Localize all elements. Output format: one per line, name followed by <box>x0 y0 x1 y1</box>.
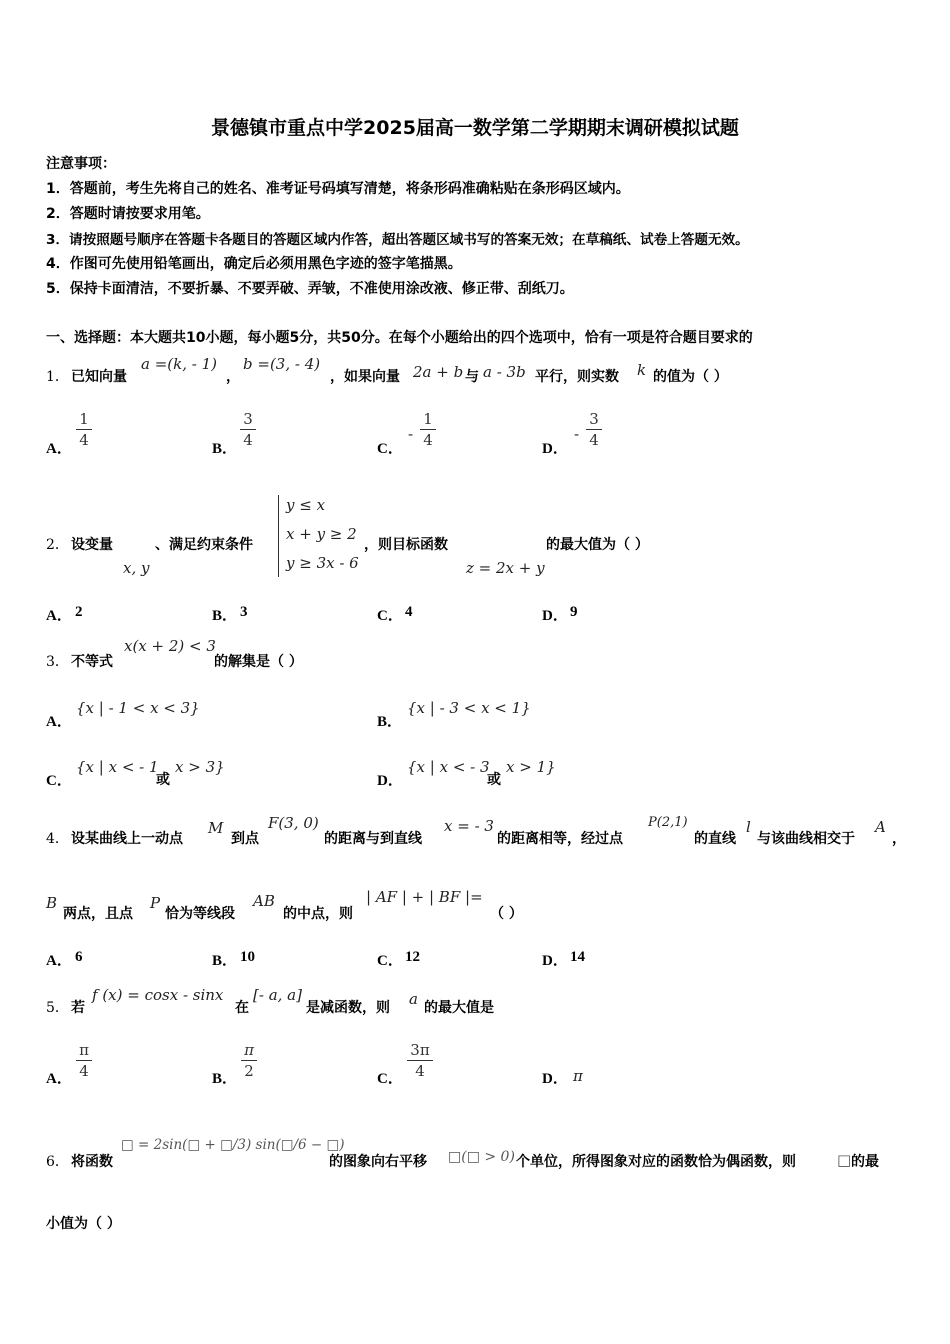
q4-text: 恰为等线段 <box>165 906 235 922</box>
option-label: A． <box>46 608 72 624</box>
option-label: D． <box>542 441 568 457</box>
option-fraction: π 4 <box>76 1042 92 1079</box>
q2-objective: z = 2x + y <box>466 559 545 577</box>
q1-text: 平行，则实数 <box>535 369 619 385</box>
question-number: 3． <box>46 654 69 670</box>
option-or: 或 <box>487 772 501 788</box>
option-label: A． <box>46 441 72 457</box>
option-label: D． <box>377 773 403 789</box>
q2-text: 的最大值为（ ） <box>546 537 649 553</box>
q1-vector-a: a =(k, - 1) <box>141 355 217 373</box>
q4-point-b: B <box>46 894 58 912</box>
option-label: A． <box>46 714 72 730</box>
q2-text: ，则目标函数 <box>364 537 448 553</box>
section-heading: 一、选择题：本大题共10小题，每小题5分，共50分。在每个小题给出的四个选项中，恰有一项是符合题目要求的 <box>46 330 753 346</box>
option-label: D． <box>542 953 568 969</box>
q4-text: ， <box>892 831 906 847</box>
option-value: π <box>573 1067 583 1085</box>
q6-text: 个单位，所得图象对应的函数恰为偶函数，则 <box>516 1154 796 1170</box>
option-fraction: 1 4 <box>420 411 436 448</box>
q4-text: 到点 <box>231 831 259 847</box>
option-label: B． <box>212 1071 238 1087</box>
question-number: 2． <box>46 537 69 553</box>
q5-text: 若 <box>71 1000 85 1016</box>
option-value: 3 <box>240 604 248 620</box>
q4-text: 与该曲线相交于 <box>757 831 855 847</box>
option-value: 12 <box>405 949 420 965</box>
option-label: A． <box>46 1071 72 1087</box>
q6-text: 的最 <box>851 1154 879 1170</box>
option-label: D． <box>542 608 568 624</box>
notice-item: 2．答题时请按要求用笔。 <box>46 206 210 222</box>
q1-vector-b: b =(3, - 4) <box>243 355 321 373</box>
q4-line: x = - 3 <box>444 817 494 835</box>
notice-item: 4．作图可先使用铅笔画出，确定后必须用黑色字迹的签字笔描黑。 <box>46 256 462 272</box>
q5-text: 在 <box>235 1000 249 1016</box>
option-label: C． <box>46 773 72 789</box>
q6-function: □ = 2sin(□ + □/3) sin(□/6 − □) <box>121 1137 345 1153</box>
option-fraction: 3 4 <box>240 411 256 448</box>
option-fraction: 3π 4 <box>407 1042 433 1079</box>
constraint: y ≥ 3x - 6 <box>286 554 359 572</box>
q4-point-m: M <box>208 819 224 837</box>
q4-text: 的距离相等，经过点 <box>497 831 623 847</box>
constraint: x + y ≥ 2 <box>286 525 357 543</box>
option-value: {x | - 1 < x < 3} <box>76 699 200 717</box>
q3-inequality: x(x + 2) < 3 <box>124 637 216 655</box>
q6-box: □ <box>837 1151 852 1169</box>
q1-var-k: k <box>637 361 647 379</box>
q1-text: 已知向量 <box>71 369 127 385</box>
notice-item: 3．请按照题号顺序在答题卡各题目的答题区域内作答，超出答题区域书写的答案无效；在草稿纸、试卷上答题无效。 <box>46 232 749 248</box>
option-value: {x | x < - 1 <box>76 758 159 776</box>
q2-vars: x, y <box>123 559 150 577</box>
q5-interval: [- a, a] <box>253 986 302 1004</box>
q4-text: 的距离与到直线 <box>324 831 422 847</box>
q4-line-l: l <box>746 818 751 836</box>
option-label: A． <box>46 953 72 969</box>
option-value: 4 <box>405 604 413 620</box>
option-label: B． <box>212 953 238 969</box>
q5-function: f (x) = cosx - sinx <box>92 986 224 1004</box>
option-label: C． <box>377 1071 403 1087</box>
q4-text: 的直线 <box>694 831 736 847</box>
option-value: x > 1} <box>506 758 556 776</box>
page-title: 景德镇市重点中学2025届高一数学第二学期期末调研模拟试题 <box>211 117 739 139</box>
option-value: 10 <box>240 949 255 965</box>
constraint-brace <box>278 495 279 577</box>
q3-text: 不等式 <box>71 654 113 670</box>
option-value: {x | - 3 < x < 1} <box>407 699 531 717</box>
option-value: 9 <box>570 604 578 620</box>
q4-text: 设某曲线上一动点 <box>71 831 183 847</box>
q4-segment: AB <box>253 892 275 910</box>
notice-heading: 注意事项： <box>46 156 116 172</box>
q4-expr: | AF | + | BF |= <box>366 888 483 906</box>
q1-text: ，如果向量 <box>330 369 400 385</box>
option-value: 6 <box>75 949 83 965</box>
q6-text: 的图象向右平移 <box>329 1154 427 1170</box>
option-label: B． <box>377 714 403 730</box>
q4-text: 的中点，则 <box>283 906 353 922</box>
question-number: 1． <box>46 369 69 385</box>
option-fraction: 1 4 <box>76 411 92 448</box>
q4-point-f: F(3, 0) <box>268 814 319 832</box>
q4-point-a: A <box>875 818 886 836</box>
q5-var-a: a <box>409 990 418 1008</box>
q6-text: 小值为（ ） <box>46 1216 121 1232</box>
q1-comma: ， <box>226 369 240 385</box>
question-number: 6． <box>46 1154 69 1170</box>
constraint: y ≤ x <box>286 496 326 514</box>
notice-item: 1．答题前，考生先将自己的姓名、准考证号码填写清楚，将条形码准确粘贴在条形码区域内。 <box>46 181 630 197</box>
option-sign: - <box>574 425 580 443</box>
q5-text: 是减函数，则 <box>306 1000 390 1016</box>
q6-shift: □(□ > 0) <box>448 1149 515 1165</box>
q1-text: 的值为（ ） <box>653 369 728 385</box>
option-label: B． <box>212 441 238 457</box>
option-label: C． <box>377 608 403 624</box>
option-label: D． <box>542 1071 568 1087</box>
option-value: x > 3} <box>175 758 225 776</box>
q4-point-p2: P <box>150 894 161 912</box>
q3-text: 的解集是（ ） <box>214 654 303 670</box>
option-fraction: π 2 <box>241 1042 257 1079</box>
question-number: 4． <box>46 831 69 847</box>
q6-text: 将函数 <box>71 1154 113 1170</box>
notice-item: 5．保持卡面清洁，不要折暴、不要弄破、弄皱，不准使用涂改液、修正带、刮纸刀。 <box>46 281 574 297</box>
option-value: 14 <box>570 949 585 965</box>
option-label: C． <box>377 953 403 969</box>
option-value: {x | x < - 3 <box>407 758 490 776</box>
q1-expr: 2a + b <box>413 363 464 381</box>
q1-text: 与 <box>465 369 479 385</box>
q4-text: （ ） <box>490 906 523 922</box>
option-label: C． <box>377 441 403 457</box>
option-label: B． <box>212 608 238 624</box>
q2-text: 、满足约束条件 <box>155 537 253 553</box>
q4-point-p: P(2,1) <box>648 815 688 830</box>
option-or: 或 <box>156 772 170 788</box>
option-value: 2 <box>75 604 83 620</box>
q2-text: 设变量 <box>71 537 113 553</box>
option-fraction: 3 4 <box>586 411 602 448</box>
q1-expr: a - 3b <box>483 363 526 381</box>
q4-text: 两点，且点 <box>63 906 133 922</box>
option-sign: - <box>408 425 414 443</box>
question-number: 5． <box>46 1000 69 1016</box>
q5-text: 的最大值是 <box>424 1000 494 1016</box>
